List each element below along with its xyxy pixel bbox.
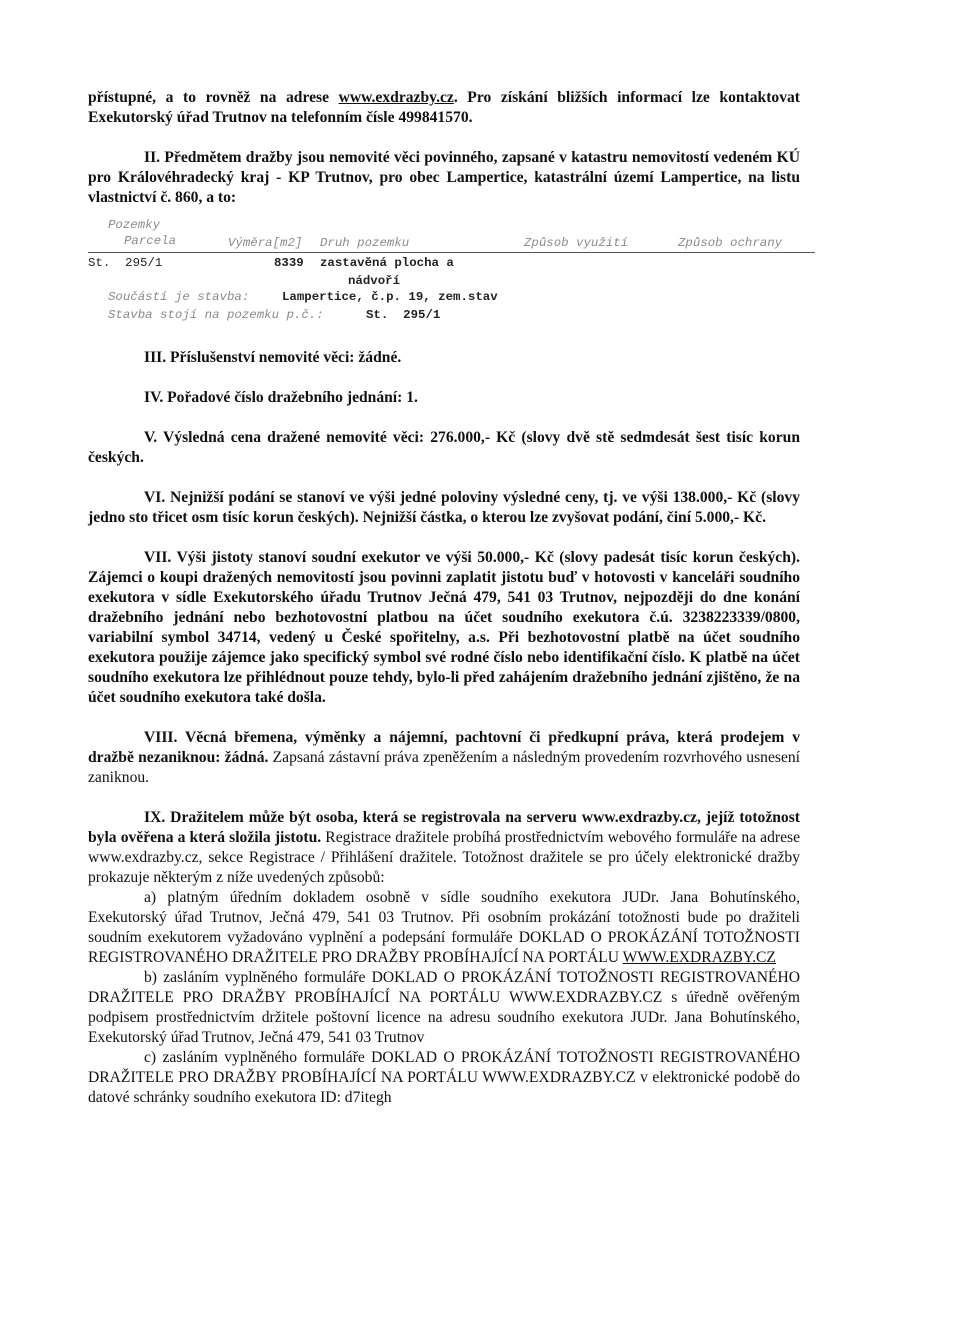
parcel-table (88, 218, 800, 336)
row-druh-line2: nádvoří (348, 274, 401, 288)
option-a-text: a) platným úředním dokladem osobně v sídle soudního exekutora JUDr. Jana Bohutínského, Exekutorský úřad Trutnov, Ječná 479, 541 03 Trutnov. Při osobním prokázání totožnosti bude po dražiteli soudním exekutorem vyžadováno vyplnění a podepsání formuláře DOKLAD O PROKÁZÁNÍ TOTOŽNOSTI REGISTROVANÉHO DRAŽITELE PRO DRAŽBY PROBÍHAJÍCÍ NA PORTÁLU (88, 889, 800, 966)
col-header-zpusob-ochrany: Způsob ochrany (678, 236, 783, 250)
col-header-druh: Druh pozemku (320, 236, 410, 250)
section-4: IV. Pořadové číslo dražebního jednání: 1. (144, 389, 418, 406)
col-header-vymera: Výměra[m2] (228, 236, 303, 250)
section-6: VI. Nejnižší podání se stanoví ve výši jedné poloviny výsledné ceny, tj. ve výši 138.000,- Kč (slovy jedno sto třicet osm tisíc korun českých). Nejnižší částka, o kterou lze zvyšovat podání, činí 5.000,- Kč. (88, 489, 800, 526)
document-page (88, 88, 800, 1108)
row-vymera: 8339 (274, 256, 304, 270)
intro-paragraph (88, 88, 800, 128)
section-2-paragraph: II. Předmětem dražby jsou nemovité věci povinného, zapsané v katastru nemovitostí vedeném KÚ pro Královéhradecký kraj - KP Trutnov, pro obec Lampertice, katastrální území Lampertice, na listu vlastnictví č. 860, a to: (88, 149, 800, 206)
section-5: V. Výsledná cena dražené nemovité věci: 276.000,- Kč (slovy dvě stě sedmdesát šest tisíc korun českých. (88, 429, 800, 466)
col-header-parcela: Parcela (124, 234, 177, 248)
intro-text-b: . Pro získání bližších informací lze kontaktovat Exekutorský úřad Trutnov na telefonním čísle 499841570. (88, 89, 800, 126)
section-7: VII. Výši jistoty stanoví soudní exekutor ve výši 50.000,- Kč (slovy padesát tisíc korun českých). Zájemci o koupi dražených nemovitostí jsou povinni zaplatit jistotu buď v hotovosti v kanceláři soudního exekutora v sídle Exekutorského úřadu Trutnov Ječná 479, 541 03 Trutnov, nejpozději do dne konání dražebního jednání nebo bezhotovostní platbou na účet soudního exekutora č.ú. 3238223339/0800, variabilní symbol 34714, vedený u České spořitelny, a.s. Při bezhotovostní platbě na účet soudního exekutora použije zájemce jako specifický symbol své rodné číslo nebo identifikační číslo. K platbě na účet soudního exekutora lze přihlédnout pouze tehdy, bylo-li před zahájením dražebního jednání zjištěno, že na účet soudního exekutora také došla. (88, 549, 800, 706)
stoji-label: Stavba stojí na pozemku p.č.: (108, 308, 324, 322)
section-9 (88, 808, 800, 888)
row-parcela: St. 295/1 (88, 256, 163, 270)
section-9-bold: IX. Dražitelem může být osoba, která se registrovala na serveru www.exdrazby.cz, jejíž totožnost byla ověřena a která složila jistotu. (88, 809, 800, 846)
table-title: Pozemky (108, 218, 161, 232)
section-8-bold: VIII. Věcná břemena, výměnky a nájemní, pachtovní či předkupní práva, která prodejem v dražbě nezaniknou: žádná. (88, 729, 800, 766)
section-3: III. Příslušenství nemovité věci: žádné. (144, 349, 402, 366)
table-header-line (88, 252, 815, 253)
intro-text-a: přístupné, a to rovněž na adrese (88, 89, 339, 106)
soucasti-value: Lampertice, č.p. 19, zem.stav (282, 290, 498, 304)
col-header-zpusob-vyuziti: Způsob využití (524, 236, 629, 250)
exdrazby-link[interactable]: www.exdrazby.cz (338, 89, 454, 106)
option-a-link[interactable]: WWW.EXDRAZBY.CZ (622, 949, 776, 966)
section-9-normal: Registrace dražitele probíhá prostřednictvím webového formuláře na adrese www.exdrazby.cz, sekce Registrace / Přihlášení dražitele. Totožnost dražitele se pro účely elektronické dražby prokazuje některým z níže uvedených způsobů: (88, 829, 800, 886)
section-8 (88, 728, 800, 788)
row-druh-line1: zastavěná plocha a (320, 256, 454, 270)
option-b: b) zasláním vyplněného formuláře DOKLAD O PROKÁZÁNÍ TOTOŽNOSTI REGISTROVANÉHO DRAŽITELE PRO DRAŽBY PROBÍHAJÍCÍ NA PORTÁLU WWW.EXDRAZBY.CZ s úředně ověřeným podpisem prostřednictvím držitele poštovní licence na adresu soudního exekutora JUDr. Jana Bohutínského, Exekutorský úřad Trutnov, Ječná 479, 541 03 Trutnov (88, 969, 800, 1046)
option-a (88, 888, 800, 968)
option-c: c) zasláním vyplněného formuláře DOKLAD O PROKÁZÁNÍ TOTOŽNOSTI REGISTROVANÉHO DRAŽITELE PRO DRAŽBY PROBÍHAJÍCÍ NA PORTÁLU WWW.EXDRAZBY.CZ v elektronické podobě do datové schránky soudního exekutora ID: d7itegh (88, 1049, 800, 1106)
stoji-value: St. 295/1 (366, 308, 441, 322)
section-8-normal: Zapsaná zástavní práva zpeněžením a následným provedením rozvrhového usnesení zaniknou. (88, 749, 801, 786)
soucasti-label: Součástí je stavba: (108, 290, 250, 304)
